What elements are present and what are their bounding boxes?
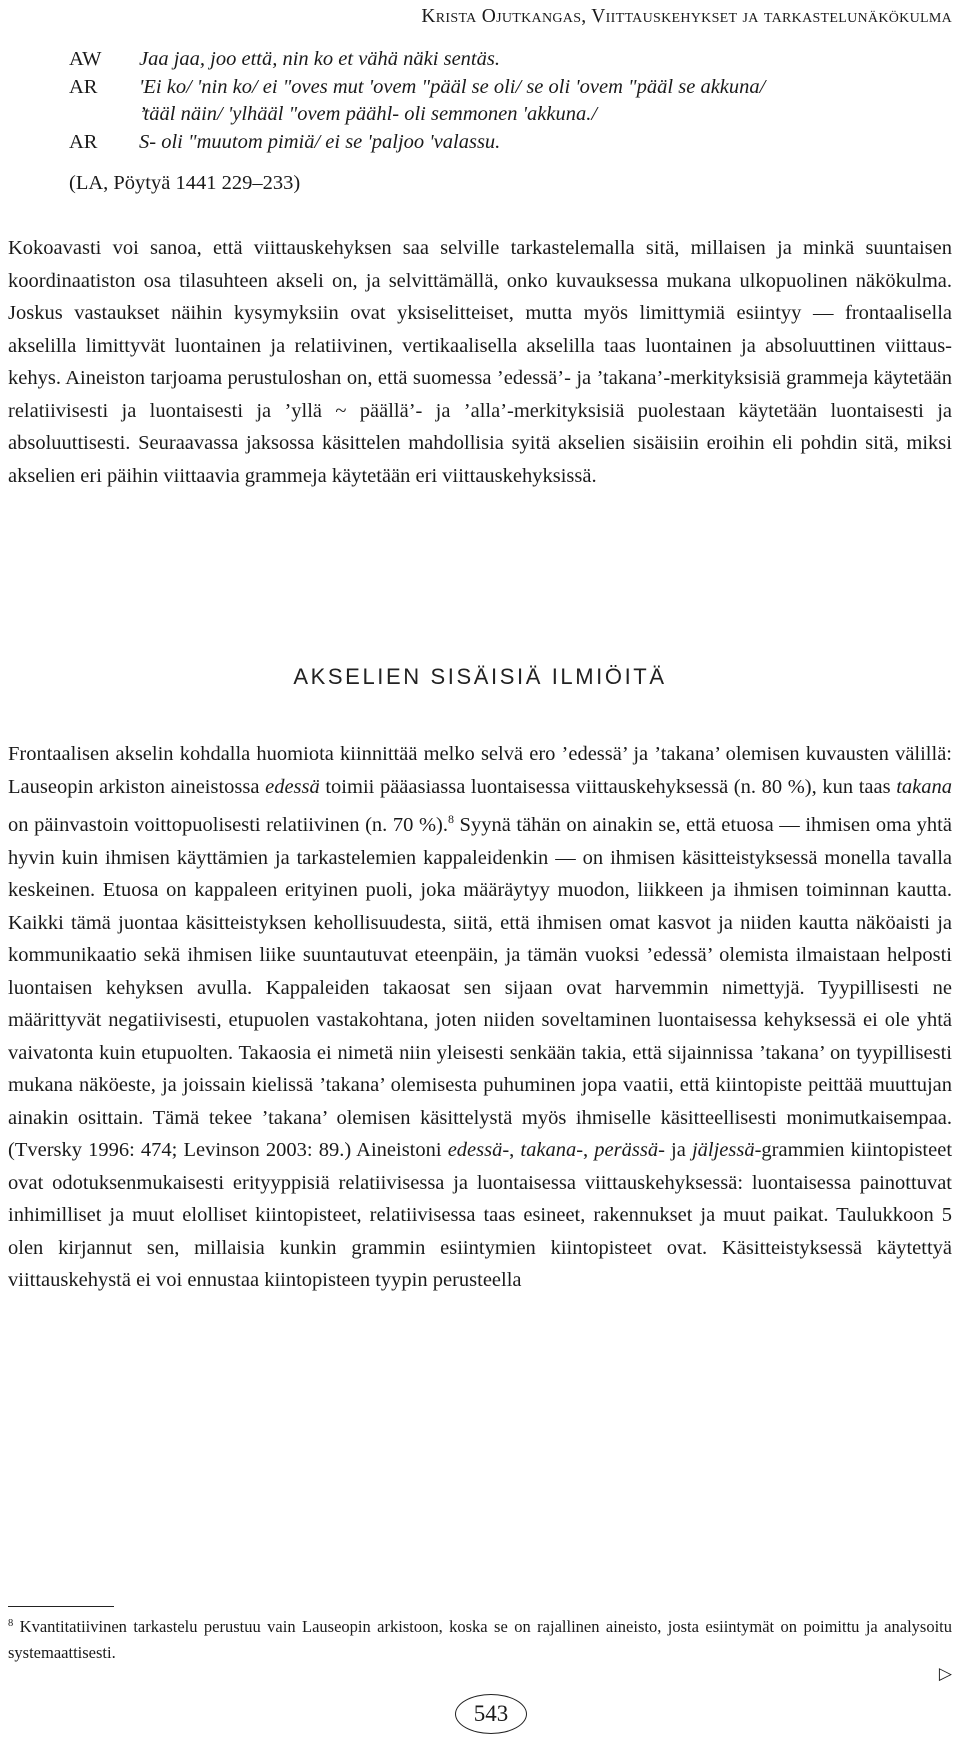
paragraph-text: on päinvastoin voittopuolisesti relatiivinen (n. 70 %). [8,814,448,836]
speaker-label: AR [69,75,98,98]
transcript-line [69,129,959,157]
page-number [455,1694,527,1734]
gram-term: jäljessä [691,1139,755,1161]
paragraph-text: Frontaalisen akselin kohdalla huomiota kiinnittää melko selvä ero ’edessä’ ja ’takana’ olemisen kuvausten välillä: Lauseopin arkiston aineistossa [8,743,952,798]
transcript-excerpt [69,46,959,156]
utterance-text: S- oli "muutom pimiä/ ei se 'paljoo 'valassu. [139,130,501,153]
paragraph-text: Syynä tähän on ainakin se, että etuosa — ihmisen oma yhtä hyvin kuin ihmisen käyttämien ja tarkastelemien kappaleidenkin — on ihmisen käsitteistyksessä monella tavalla keskeinen. Etuosa on kappaleen erityinen puoli, joka määräytyy muodon, liikkeen ja ihmisen toiminnan kautta. Kaikki tämä juontaa käsitteistyksen kehollisuudesta, siitä, että ihmisen omat kasvot ja niiden kautta näköaisti ja kommunikaatio sekä ihmisen liike suuntautuvat eteenpäin, ja tämän vuoksi ’edessä’ olemista ilmaistaan helposti luontaisen kehyksen avulla. Kappaleiden takaosat sen sijaan ovat harvemmin nimettyjä. Tyypillisesti ne määrittyvät negatiivisesti, etupuolen vastakohtana, joten niiden soveltaminen luontaisessa kehyksessä ei ole yhtä vaivatonta kuin etupuolten. Takaosia ei nimetä niin yleisesti senkään takia, että sijainnissa ’takana’ on tyypillisesti mukana näköeste, ja joissain kielissä ’takana’ olemisesta puhuminen jopa vaatii, että kiintopiste peittää muuttujan ainakin osittain. Tämä tekee ’takana’ olemisen käsittelystä myös ihmiselle käsitteellisesti monimutkaisempaa. (Tversky 1996: 474; Levinson 2003: 89.) Aineistoni [8,814,952,1161]
running-header: Krista Ojutkangas, Viittauskehykset ja tarkastelunäkökulma [421,6,952,27]
gram-term: perässä [594,1139,659,1161]
gram-term: takana [896,775,952,798]
transcript-line [69,74,959,102]
gram-term: edessä [447,1139,503,1161]
paragraph-text: -grammien kiintopisteet ovat odotuksenmukaisesti erityyppisiä relatiivisessa ja luontaisessa viittauskehyksessä: luontaisessa painottuvat inhimilliset ja muut elolliset kiintopisteet, relatiivisessa taas esineet, rakennukset ja muut paikat. Taulukkoon 5 olen kirjannut sen, millaisia kunkin grammin esiintymien kiintopisteet ovat. Käsitteistyksessä käytettyä viittauskehystä ei voi ennustaa kiintopisteen tyypin perusteella [8,1139,953,1291]
paragraph-text: - ja [658,1139,692,1161]
utterance-text: ’tääl näin/ 'ylhääl "ovem päähl- oli semmonen 'akkuna./ [139,103,598,125]
speaker-label: AW [69,48,102,70]
paragraph-text: -, [576,1139,595,1161]
next-page-arrow-icon[interactable]: ▷ [938,1664,952,1684]
body-paragraph: Kokoavasti voi sanoa, että viittauskehyksen saa selville tarkastelemalla sitä, millaisen ja minkä suuntaisen koordinaatiston osa tilasuhteen akseli on, ja selvittämällä, onko kuvauksessa mukana ulkopuolinen näkökulma. Joskus vastaukset näihin kysymyksiin ovat yksiselitteiset, mutta myös limittymiä esiintyy — frontaalisella akselilla limittyvät luontainen ja relatiivinen, vertikaalisella akselilla taas luontainen ja absoluuttinen viittauskehys. Aineiston tarjoama perustuloshan on, että suomessa ’edessä’- ja ’takana’-merkityksisiä grammeja käytetään relatiivisesti ja luontaisesti ja ’yllä ~ päällä’- ja ’alla’-merkityksisiä puolestaan käytetään luontaisesti ja absoluuttisesti. Seuraavassa jaksossa käsittelen mahdollisia syitä akselien sisäisiin eroihin eli pohdin sitä, miksi akselien eri päihin viittaavia grammeja käytetään eri viittauskehyksissä. [8,237,952,487]
gram-term: takana [520,1139,577,1161]
utterance-text: 'Ei ko/ 'nin ko/ ei "oves mut 'ovem "pääl se oli/ se oli 'ovem "pääl se akkuna/ [139,75,766,98]
footnote-reference[interactable]: 8 [447,812,454,826]
paragraph-text: toimii pääasiassa luontaisessa viittauskehyksessä (n. 80 %), kun taas [319,775,897,798]
paragraph-text: -, [502,1139,521,1161]
utterance-text: Jaa jaa, joo että, nin ko et vähä näki sentäs. [139,48,500,70]
gram-term: edessä [265,775,320,798]
page-number-text: 543 [473,1701,509,1726]
transcript-line [69,46,959,74]
footnote [8,1611,952,1666]
footnote-text: Kvantitatiivinen tarkastelu perustuu vain Lauseopin arkistoon, koska se on rajallinen aineisto, josta esiintymät on poimittu ja analysoitu systemaattisesti. [8,1617,952,1662]
speaker-label: AR [69,130,98,153]
footnote-divider [8,1606,114,1607]
section-heading: AKSELIEN SISÄISIÄ ILMIÖITÄ [293,664,667,689]
source-citation: (LA, Pöytyä 1441 229–233) [69,172,301,194]
body-paragraph [8,738,952,1297]
footnote-number: 8 [8,1618,14,1629]
transcript-line [69,101,959,129]
